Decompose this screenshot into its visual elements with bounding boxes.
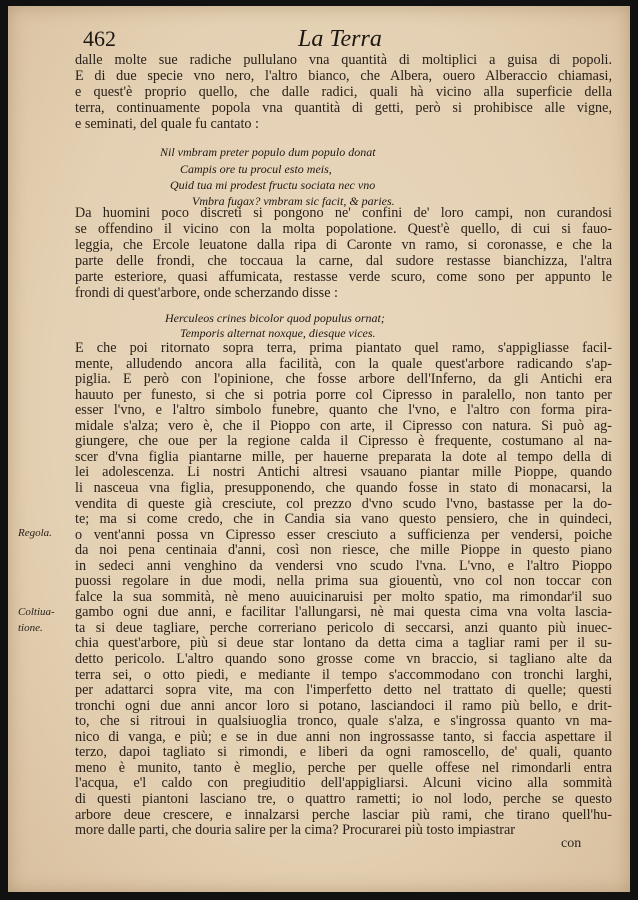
verse-line: Temporis alternat noxque, diesque vices. (180, 326, 376, 340)
text-line: E che poi ritornato sopra terra, prima piantato quel ramo, s'appigliasse facil- (75, 340, 612, 356)
text-line: scer d'vna figlia piantarne mille, per hauerne preparata la dote al tempo della di (75, 448, 612, 465)
text-line: l'acqua, e'l caldo con pregiuditio dell'appigliarsi. Alcuni vicino alla sommità (75, 775, 612, 792)
text-line: more dalle parti, che douria salire per la cima? Procurarei più tosto impiastrar (75, 822, 516, 839)
text-line: tronchi ogni due anni ancor loro si potano, lasciandoci il ramo più bello, e drit- (75, 697, 612, 714)
margin-note-coltiuatione-2: tione. (18, 622, 43, 634)
text-line: gambo ogni due anni, e facilitar l'allungarsi, nè mai questa cima vna volta lascia- (75, 604, 612, 621)
text-line: puossi regolare in due modi, nella prima sua giouentù, vno col non toccar con (75, 573, 612, 590)
text-line: detto pericolo. L'altro quando sono grosse come vn braccio, si tagliano alte da (75, 651, 612, 667)
margin-note-coltiuatione: Coltiua- (18, 606, 55, 618)
text-line: esser l'vno, e l'altro simbolo funebre, quanto che l'vno, e l'altro con forma pira- (75, 402, 612, 419)
text-line: da noi pena centinaia d'anni, così non riesce, che mille Pioppe in questo piano (75, 542, 612, 559)
text-line: hauuto per funesto, si che si potria porre col Cipresso in paralello, non tanto per (75, 386, 612, 403)
text-line: ta si deue tagliare, perche correriano pericolo di seccarsi, anzi quanto più inuec- (75, 619, 612, 636)
text-line: to, che si ritroui in qualsiuoglia tronco, quale s'alza, e s'ingrossa quanto vn ma- (75, 713, 612, 730)
running-title: La Terra (298, 26, 382, 52)
text-line: giungere, che oue per la regione calda il Cipresso è frequente, costumano al na- (75, 433, 612, 450)
verse-line: Vmbra fugax? vmbram sic facit, & paries. (192, 194, 395, 208)
text-line: E di due specie vno nero, l'altro bianco, che Albera, ouero Alberaccio chiamasi, (75, 68, 612, 84)
text-line: di questi piantoni lasciano tre, o quattro rametti; io nol lodo, perche se questo (75, 790, 612, 807)
text-line: per adattarci sopra vite, ma con l'imperfetto detto nel trattato di quelle; questi (75, 682, 612, 699)
text-line: mente, alludendo ancora alla facilità, con la quale quest'arbore radicando s'ap- (75, 355, 612, 372)
text-line: parte delle frondi, che toccaua la carne, dal sudore restasse bianchizza, l'altra (75, 253, 612, 269)
text-line: meno è munito, tanto è meglio, perche per quelle offese nel rimondarli entra (75, 759, 612, 776)
book-page (8, 6, 630, 892)
text-line: arbore deue crescere, e innalzarsi perche lasciar più rami, che tirano quell'hu- (75, 806, 612, 823)
text-line: terzo, dapoi tagliato si rimondi, e liberi da ogni ramoscello, de' quali, quanto (75, 744, 612, 761)
text-line: falce la sua sommità, nè meno auuicinaruisi per molto spatio, ma rimondar'il suo (75, 588, 612, 605)
text-line: leggia, che Ercole leuatone dalla ripa di Caronte vn ramo, si coronasse, e che la (75, 237, 612, 253)
text-line: te; ma si come credo, che in Candia sia vano questo pensiero, che in quindeci, (75, 511, 612, 528)
catchword: con (561, 836, 582, 851)
text-line: piglia. E però con l'opinione, che fosse arbore dell'Inferno, da gli Antichi era (75, 371, 612, 388)
text-line: parte esteriore, quasi affumicata, restasse verde scuro, come sono per appunto le (75, 269, 612, 285)
text-line: dalle molte sue radiche pullulano vna quantità di moltiplici a guisa di popoli. (75, 52, 612, 68)
margin-note-regola: Regola. (18, 527, 52, 539)
text-line: in sedeci anni venghino da vendersi vno scudo l'vna. L'vno, e l'altro Pioppo (75, 557, 612, 574)
text-line: e seminati, del quale fu cantato : (75, 116, 259, 132)
text-line: se offendino il vicino con la molta popolatione. Quest'è quello, di cui si fauo- (75, 221, 612, 237)
text-line: midale s'alza; vero è, che il Pioppo con arte, il Cipresso con natura. Si può ag- (75, 417, 612, 434)
verse-line: Herculeos crines bicolor quod populus ornat; (165, 311, 385, 325)
text-line: nico di vanga, e più; e se in due anni non ingrossasse tanto, si faccia aspettare il (75, 728, 612, 745)
text-line: lei adolescenza. Li nostri Antichi altresi vsauano piantar mille Pioppe, quando (75, 464, 612, 481)
verse-line: Nil vmbram preter populo dum populo donat (160, 145, 376, 159)
page-number: 462 (83, 26, 116, 51)
text-line: chia quest'arbore, più si deue star lontano da detta cima a tagliar rami per il su- (75, 635, 612, 652)
text-line: e quest'è proprio quello, che dalle radici, quali hà vicino alla superficie della (75, 84, 612, 100)
text-line: o vent'anni possa vn Cipresso esser cresciuto a sufficienza per vendersi, poiche (75, 526, 612, 543)
text-line: terra, continuamente popola vna quantità di getti, però si prohibisce alle vigne, (75, 100, 612, 116)
verse-line: Quid tua mi prodest fructu sociata nec vno (170, 178, 376, 192)
text-line: Da huomini poco discreti si pongono ne' confini de' loro campi, non curandosi (75, 205, 612, 221)
text-line: li nasceua vna figlia, presupponendo, che quando fosse in stato di monacarsi, la (75, 479, 612, 496)
text-line: terra sei, o otto piedi, e mediante il tempo s'accommodano con tronchi larghi, (75, 666, 612, 683)
verse-line: Campis ore tu procul esto meis, (180, 162, 332, 176)
text-line: frondi di quest'arbore, onde scherzando disse : (75, 285, 338, 301)
text-line: vendita di queste già cresciute, col prezzo d'vno scudo l'vno, bastasse per la do- (75, 495, 612, 512)
